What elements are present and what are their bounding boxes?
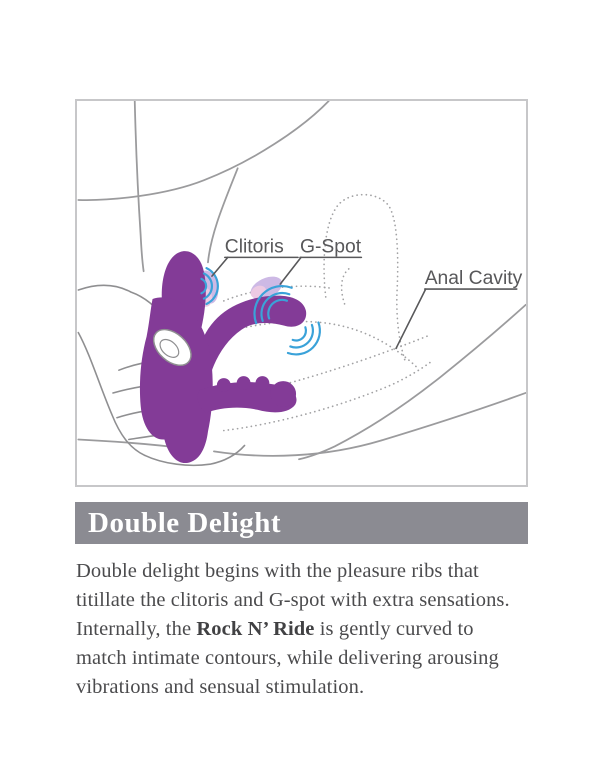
vibration-arcs-internal	[288, 322, 320, 354]
toy-rib-2	[237, 376, 251, 390]
description-line: vibrations and sensual stimulation.	[76, 676, 365, 698]
arc	[288, 322, 320, 354]
description-paragraph	[76, 557, 546, 702]
torso-line	[135, 101, 144, 271]
label-gspot: G-Spot	[300, 236, 362, 258]
section-title-bar	[75, 502, 528, 544]
label-clitoris: Clitoris	[224, 236, 284, 258]
description-line	[76, 615, 546, 644]
description-segment: is gently curved to	[314, 618, 474, 640]
toy-rib-1	[217, 378, 231, 392]
uterus-hook-dotted	[342, 268, 350, 304]
toy-anal-tip	[270, 381, 296, 407]
buttock-curve	[299, 305, 526, 459]
uterus-loop-dotted	[324, 195, 406, 364]
section-title: Double Delight	[88, 506, 282, 539]
thigh-line	[78, 101, 328, 200]
description-line: match intimate contours, while delivering arousing	[76, 647, 499, 669]
clitoris-leader-line	[212, 257, 228, 276]
anatomy-illustration	[77, 101, 526, 485]
arc	[290, 325, 313, 348]
anal-cavity-leader-line	[396, 289, 426, 348]
description-line: titillate the clitoris and G-spot with extra sensations.	[76, 589, 510, 611]
toy-rib-3	[255, 376, 269, 390]
product-name: Rock N’ Ride	[196, 618, 315, 640]
label-anal-cavity: Anal Cavity	[424, 268, 523, 290]
gspot-leader-line	[280, 257, 301, 284]
description-segment: Internally, the	[76, 618, 197, 640]
description-line: Double delight begins with the pleasure ribs that	[76, 560, 479, 582]
arc	[293, 327, 306, 340]
palm-left-edge	[78, 333, 144, 456]
anatomy-illustration-box	[75, 99, 528, 487]
